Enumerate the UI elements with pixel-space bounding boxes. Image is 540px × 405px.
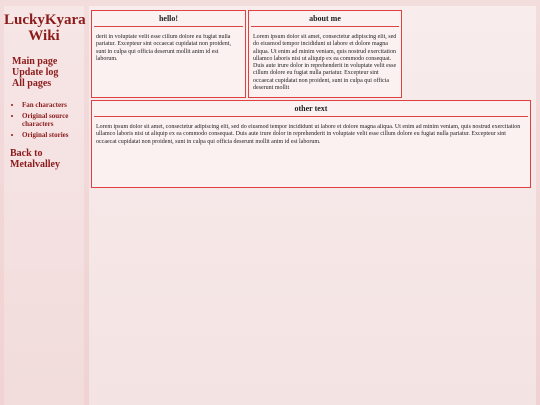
main-content (89, 6, 536, 405)
category-item-original-source-characters[interactable] (22, 112, 84, 128)
wiki-title-line2: Wiki (28, 28, 60, 44)
category-list (22, 101, 84, 139)
nav-link-update-log[interactable]: Update log (12, 67, 59, 78)
category-label: Fan characters (22, 101, 67, 109)
category-item-fan-characters[interactable] (22, 101, 84, 109)
about-me-box-text: Lorem ipsum dolor sit amet, consectetur adipiscing elit, sed do eiusmod tempor incididunt ut labore et dolore magna aliqua. Ut enim ad minim veniam, quis nostrud exercitation ullamco laboris nisi ut aliquip ex ea commodo consequat. Duis aute irure dolor in reprehenderit in voluptate velit esse cillum dolore eu fugiat nulla pariatur. Excepteur sint occaecat cupidatat non proident, sunt in culpa qui officia deserunt mollit (253, 34, 397, 92)
category-item-original-stories[interactable] (22, 131, 84, 139)
hello-box (91, 10, 246, 98)
about-me-box (248, 10, 402, 98)
back-link-container (10, 148, 84, 170)
sidebar (4, 6, 84, 405)
other-text-box-text: Lorem ipsum dolor sit amet, consectetur adipiscing elit, sed do eiusmod tempor incididunt ut labore et dolore magna aliqua. Ut enim ad minim veniam, quis nostrud exercitation ullamco laboris nisi ut aliquip ex ea commodo consequat. Duis aute irure dolor in reprehenderit in voluptate velit esse cillum dolore eu fugiat nulla pariatur. Excepteur sint occaecat cupidatat non proident, sunt in culpa qui officia deserunt mollit anim id est laborum. (96, 124, 521, 145)
nav-link-all-pages[interactable]: All pages (12, 78, 52, 89)
wiki-title (4, 12, 84, 44)
about-me-box-title: about me (251, 13, 399, 27)
category-label: Original stories (22, 131, 69, 139)
back-to-metalvalley-link[interactable] (10, 148, 84, 170)
wiki-title-line1: LuckyKyara (4, 12, 86, 28)
back-link-line2: Metalvalley (10, 159, 60, 170)
other-text-box (91, 100, 531, 188)
hello-box-title: hello! (94, 13, 243, 27)
hello-box-text: derit in voluptate velit esse cillum dolore eu fugiat nulla pariatur. Excepteur sint occaecat cupidatat non proident, sunt in culpa qui officia deserunt mollit anim id est laborum. (96, 34, 231, 62)
main-nav (12, 56, 84, 89)
other-text-box-title: other text (94, 103, 528, 117)
back-link-line1: Back to (10, 148, 43, 159)
nav-link-main-page[interactable]: Main page (12, 56, 58, 67)
category-label: Original source characters (22, 112, 69, 128)
